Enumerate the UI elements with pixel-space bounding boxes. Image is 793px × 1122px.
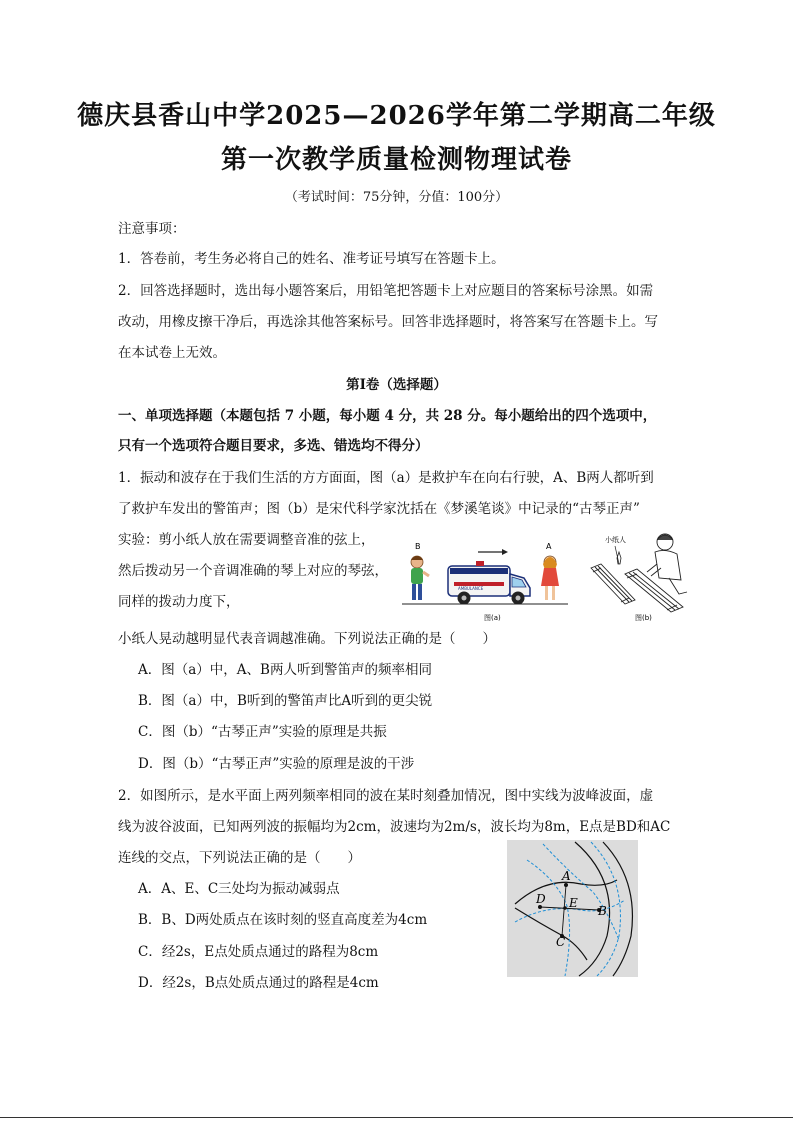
q1-line5: 同样的拨动力度下， (118, 594, 240, 610)
q1-option-d: D．图（b）“古琴正声”实验的原理是波的干涉 (138, 756, 415, 772)
q2-option-d: D．经2s，B点处质点通过的路程是4cm (138, 975, 379, 991)
q2-line2: 线为波谷波面，已知两列波的振幅均为2cm，波速均为2m/s，波长均为8m，E点是BD和AC (118, 819, 671, 835)
person-a-figure (541, 556, 559, 600)
q2-line1: 2．如图所示，是水平面上两列频率相同的波在某时刻叠加情况，图中实线为波峰波面，虚 (118, 788, 654, 804)
label-e: E (569, 896, 578, 910)
q2-line3: 连线的交点，下列说法正确的是（ ） (118, 850, 361, 866)
player-figure (647, 534, 687, 594)
exam-info: （考试时间：75分钟，分值：100分） (284, 190, 509, 205)
section1-line2: 只有一个选项符合题目要求，多选、错选均不得分） (118, 438, 429, 454)
q2-option-a: A．A、E、C三处均为振动减弱点 (138, 881, 340, 897)
section1-line1: 一、单项选择题（本题包括 7 小题，每小题 4 分，共 28 分。每小题给出的四个选项中， (118, 408, 657, 424)
point-e (563, 906, 567, 910)
notice-item-2-line1: 2．回答选择题时，选出每小题答案后，用铅笔把答题卡上对应题目的答案标号涂黑。如需 (118, 283, 654, 299)
q1-line4: 然后拨动另一个音调准确的琴上对应的琴弦， (118, 563, 388, 579)
part1-heading: 第Ⅰ卷（选择题） (346, 377, 447, 393)
page-bottom-rule (0, 1117, 793, 1118)
q1-line2: 了救护车发出的警笛声；图（b）是宋代科学家沈括在《梦溪笔谈》中记录的“古琴正声” (118, 501, 640, 517)
figure-b-guqin (585, 528, 695, 624)
figure-a-caption: 图(a) (484, 614, 501, 622)
q1-line1: 1．振动和波存在于我们生活的方方面面，图（a）是救护车在向右行驶，A、B两人都听到 (118, 470, 654, 486)
q2-interference-figure (507, 840, 638, 977)
figure-a-label-a: A (546, 542, 552, 551)
notice-item-1: 1．答卷前，考生务必将自己的姓名、准考证号填写在答题卡上。 (118, 251, 505, 267)
figure-a-ambulance (398, 538, 573, 628)
guqin-left (591, 564, 635, 604)
ambulance-text: AMBULANCE (458, 586, 484, 591)
notice-item-2-line2: 改动，用橡皮擦干净后，再选涂其他答案标号。回答非选择题时，将答案写在答题卡上。写 (118, 314, 658, 330)
paper-figure-label: 小纸人 (605, 536, 626, 544)
notice-item-2-line3: 在本试卷上无效。 (118, 345, 226, 361)
q1-option-a: A．图（a）中，A、B两人听到警笛声的频率相同 (138, 662, 432, 678)
exam-title-line2: 第一次教学质量检测物理试卷 (220, 145, 572, 175)
point-a (564, 883, 568, 887)
label-d: D (536, 892, 546, 906)
q2-option-c: C．经2s，E点处质点通过的路程为8cm (138, 944, 379, 960)
person-b-figure (411, 556, 429, 600)
q1-option-b: B．图（a）中，B听到的警笛声比A听到的更尖锐 (138, 693, 433, 709)
q2-option-b: B．B、D两处质点在该时刻的竖直高度差为4cm (138, 912, 428, 928)
figure-a-label-b: B (415, 542, 421, 551)
q1-line6: 小纸人晃动越明显代表音调越准确。下列说法正确的是（ ） (118, 631, 496, 647)
q1-line3: 实验：剪小纸人放在需要调整音准的弦上， (118, 532, 375, 548)
label-c: C (556, 935, 566, 949)
ambulance-vehicle (448, 561, 530, 605)
exam-title-line1: 德庆县香山中学2025—2026学年第二学期高二年级 (77, 101, 716, 131)
notice-heading: 注意事项： (118, 221, 186, 237)
figure-b-caption: 图(b) (635, 614, 652, 622)
q1-option-c: C．图（b）“古琴正声”实验的原理是共振 (138, 724, 387, 740)
label-b: B (598, 904, 607, 918)
label-a: A (562, 869, 571, 883)
